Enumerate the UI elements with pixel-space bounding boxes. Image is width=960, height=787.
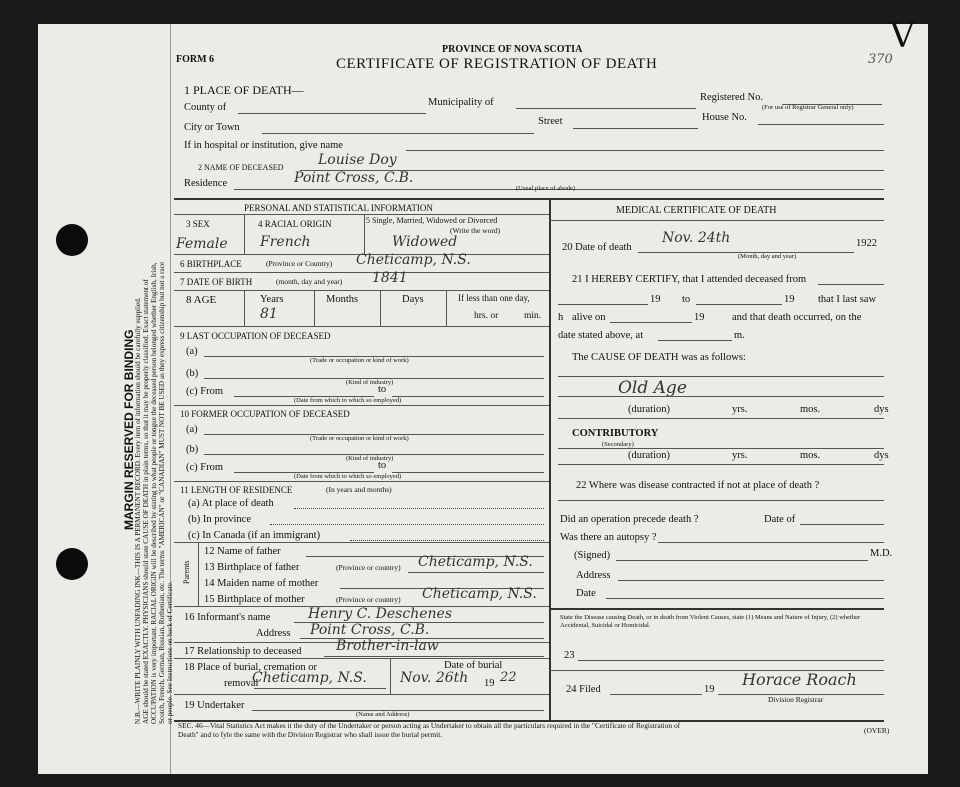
former-occupation-label: 10 FORMER OCCUPATION OF DECEASED xyxy=(180,409,350,419)
over-label: (OVER) xyxy=(864,726,890,735)
residence-label: Residence xyxy=(184,178,228,189)
contributory-mos-label: mos. xyxy=(800,450,821,461)
violent-causes-note: State the Disease causing Death, or in death from Violent Causes, state (1) Means and Nature of Injury, (2) whether Accidental, Suicidal or Homicidal. xyxy=(560,614,861,629)
filed-label: 24 Filed xyxy=(566,684,601,695)
municipality-label: Municipality of xyxy=(428,97,494,108)
date-of-death-value: Nov. 24th xyxy=(662,230,731,246)
occ-b-label: (b) xyxy=(186,368,199,379)
age-months-label: Months xyxy=(326,294,359,305)
certify-19b: 19 xyxy=(784,294,795,305)
occ-c-label: (c) From xyxy=(186,386,224,397)
certify-to: to xyxy=(682,294,691,305)
burial-place-label: 18 Place of burial, cremation or xyxy=(184,662,317,673)
check-mark: V xyxy=(890,16,915,56)
date-of-death-note: (Month, day and year) xyxy=(738,253,797,260)
dates-note: (Date from which to which so employed) xyxy=(294,473,402,480)
residence-length-label: 11 LENGTH OF RESIDENCE xyxy=(180,485,293,495)
father-birthplace-note: (Province or country) xyxy=(336,563,401,572)
year-of-death: 1922 xyxy=(856,238,877,249)
father-name-label: 12 Name of father xyxy=(204,546,281,557)
industry-note: (Kind of industry) xyxy=(346,455,394,462)
dates-note: (Date from which to which so employed) xyxy=(294,397,402,404)
sex-value: Female xyxy=(176,236,228,252)
cause-label: The CAUSE OF DEATH was as follows: xyxy=(572,352,746,363)
informant-address-label: Address xyxy=(256,628,291,639)
mother-birthplace-label: 15 Birthplace of mother xyxy=(204,594,305,605)
province-heading: PROVINCE OF NOVA SCOTIA xyxy=(442,44,583,55)
registrar-label: Division Registrar xyxy=(768,695,824,704)
father-birthplace-label: 13 Birthplace of father xyxy=(204,562,300,573)
residence-note: (Usual place of abode) xyxy=(516,185,576,192)
marital-label: 5 Single, Married, Widowed or Divorced xyxy=(366,216,498,225)
registrar-signature: Horace Roach xyxy=(742,670,857,689)
industry-note: (Kind of industry) xyxy=(346,379,394,386)
margin-note: or people. See Instructions on back of Certificate. xyxy=(166,581,174,724)
registered-no-label: Registered No. xyxy=(700,92,763,103)
operation-label: Did an operation precede death ? xyxy=(560,514,699,525)
date-of-death-label: 20 Date of death xyxy=(562,242,632,253)
burial-date-label: Date of burial xyxy=(444,660,503,671)
street-label: Street xyxy=(538,116,563,127)
residence-b-label: (b) In province xyxy=(188,514,251,525)
age-days-label: Days xyxy=(402,294,424,305)
q22-label: 22 Where was disease contracted if not at place of death ? xyxy=(576,480,820,491)
medical-heading: MEDICAL CERTIFICATE OF DEATH xyxy=(616,205,777,216)
registered-no-note: (For use of Registrar General only) xyxy=(762,104,854,111)
city-label: City or Town xyxy=(184,122,240,133)
informant-value: Henry C. Deschenes xyxy=(308,606,452,622)
burial-year-suffix: 22 xyxy=(500,670,517,685)
margin-note: N.B.—WRITE PLAINLY WITH UNFADING INK—THIS IS A PERMANENT RECORD. Every item of information should be carefully supplied. xyxy=(134,297,142,724)
cause-dys-label: dys xyxy=(874,404,889,415)
cause-yrs-label: yrs. xyxy=(732,404,748,415)
trade-note: (Trade or occupation or kind of work) xyxy=(310,435,409,442)
secondary-note: (Secondary) xyxy=(602,441,634,448)
form-number: FORM 6 xyxy=(176,54,215,65)
residence-length-note: (In years and months) xyxy=(326,485,392,494)
margin-note: OCCUPATION is very important. RACIAL ORIGIN will be described by stating to what people or tongue the deceased person belonged whether English, Irish, xyxy=(150,262,158,724)
sex-label: 3 SEX xyxy=(186,219,210,229)
occ-to-label: to xyxy=(378,384,387,395)
certify-line: 21 I HEREBY CERTIFY, that I attended deceased from xyxy=(572,274,807,285)
stamp-number: 370 xyxy=(868,52,893,67)
former-b-label: (b) xyxy=(186,444,199,455)
address-label: Address xyxy=(576,570,611,581)
mother-birthplace-value: Cheticamp, N.S. xyxy=(422,586,537,602)
burial-date-value: Nov. 26th xyxy=(400,670,469,686)
certify-alive-on: alive on xyxy=(572,312,606,323)
operation-date-label: Date of xyxy=(764,514,796,525)
margin-note: AGE should be stated EXACTLY. PHYSICIANS should state CAUSE OF DEATH in plain terms, so that it may be properly classified. Exact statement of xyxy=(142,279,150,724)
certify-h: h xyxy=(558,312,564,323)
min-label: min. xyxy=(524,311,542,321)
less-than-day-label: If less than one day, xyxy=(458,293,530,303)
margin-note: Scotch, French, German, Russian, Ruthenian, etc. The terms "AMERICAN" or "CANADIAN" MUST NOT BE USED as they express citizenship but not a race xyxy=(158,261,166,724)
certify-19c: 19 xyxy=(694,312,705,323)
former-to-label: to xyxy=(378,460,387,471)
contributory-label: CONTRIBUTORY xyxy=(572,428,659,439)
undertaker-label: 19 Undertaker xyxy=(184,700,245,711)
residence-c-label: (c) In Canada (if an immigrant) xyxy=(188,530,321,541)
father-birthplace-value: Cheticamp, N.S. xyxy=(418,554,533,570)
contributory-dys-label: dys xyxy=(874,450,889,461)
certificate-title: CERTIFICATE OF REGISTRATION OF DEATH xyxy=(336,56,658,72)
trade-note: (Trade or occupation or kind of work) xyxy=(310,357,409,364)
cause-mos-label: mos. xyxy=(800,404,821,415)
marital-note: (Write the word) xyxy=(450,226,501,235)
removal-label: removal xyxy=(224,678,259,689)
certify-death-occurred: and that death occurred, on the xyxy=(732,312,862,323)
occ-a-label: (a) xyxy=(186,346,198,357)
relationship-value: Brother-in-law xyxy=(336,638,439,654)
residence-value: Point Cross, C.B. xyxy=(294,170,414,186)
house-no-label: House No. xyxy=(702,112,747,123)
footer-sec46-cont: Death" and to fyle the same with the Division Registrar who shall issue the burial permit. xyxy=(178,730,443,739)
birthplace-note: (Province or Country) xyxy=(266,259,333,268)
death-certificate xyxy=(38,16,928,774)
margin-title: MARGIN RESERVED FOR BINDING xyxy=(122,329,136,530)
former-a-label: (a) xyxy=(186,424,198,435)
autopsy-label: Was there an autopsy ? xyxy=(560,532,657,543)
contributory-duration-label: (duration) xyxy=(628,450,670,461)
certify-m: m. xyxy=(734,330,745,341)
parents-side-label: Parents xyxy=(182,560,191,584)
personal-heading: PERSONAL AND STATISTICAL INFORMATION xyxy=(244,203,433,213)
cause-value: Old Age xyxy=(618,378,687,398)
age-years-label: Years xyxy=(260,294,284,305)
racial-origin-value: French xyxy=(260,234,311,250)
filed-year-label: 19 xyxy=(704,684,715,695)
certify-last-saw: that I last saw xyxy=(818,294,877,305)
hospital-label: If in hospital or institution, give name xyxy=(184,140,343,151)
cause-duration-label: (duration) xyxy=(628,404,670,415)
punch-hole xyxy=(56,548,88,580)
informant-label: 16 Informant's name xyxy=(184,612,271,623)
birthplace-value: Cheticamp, N.S. xyxy=(356,252,471,268)
signed-label: (Signed) xyxy=(574,550,611,561)
binding-margin xyxy=(38,24,174,774)
punch-hole xyxy=(56,224,88,256)
birthplace-label: 6 BIRTHPLACE xyxy=(180,259,242,269)
contributory-yrs-label: yrs. xyxy=(732,450,748,461)
marital-value: Widowed xyxy=(392,234,458,250)
deceased-name-label: 2 NAME OF DECEASED xyxy=(198,163,284,172)
place-of-death-label: 1 PLACE OF DEATH— xyxy=(184,83,304,97)
county-label: County of xyxy=(184,102,227,113)
dob-value: 1841 xyxy=(372,270,408,286)
date-label: Date xyxy=(576,588,596,599)
item-23-label: 23 xyxy=(564,650,575,661)
informant-address-value: Point Cross, C.B. xyxy=(310,622,430,638)
last-occupation-label: 9 LAST OCCUPATION OF DECEASED xyxy=(180,331,331,341)
deceased-name-value: Louise Doy xyxy=(318,152,397,168)
mother-birthplace-note: (Province or country) xyxy=(336,595,401,604)
certify-19a: 19 xyxy=(650,294,661,305)
certify-date-stated: date stated above, at xyxy=(558,330,644,341)
burial-place-value: Cheticamp, N.S. xyxy=(252,670,367,686)
age-label: 8 AGE xyxy=(186,294,217,306)
age-value: 81 xyxy=(260,306,278,322)
dob-note: (month, day and year) xyxy=(276,277,343,286)
undertaker-note: (Name and Address) xyxy=(356,711,410,718)
mother-maiden-label: 14 Maiden name of mother xyxy=(204,578,319,589)
residence-a-label: (a) At place of death xyxy=(188,498,274,509)
dob-label: 7 DATE OF BIRTH xyxy=(180,277,253,287)
hrs-label: hrs. or xyxy=(474,311,499,321)
relationship-label: 17 Relationship to deceased xyxy=(184,646,302,657)
md-label: M.D. xyxy=(870,548,893,559)
footer-sec46: SEC. 46—Vital Statistics Act makes it the duty of the Undertaker or person acting as Undertaker to obtain all the particulars required in the "Certificate of Registration of xyxy=(178,721,681,730)
racial-origin-label: 4 RACIAL ORIGIN xyxy=(258,219,332,229)
former-c-label: (c) From xyxy=(186,462,224,473)
burial-year-prefix: 19 xyxy=(484,678,495,689)
